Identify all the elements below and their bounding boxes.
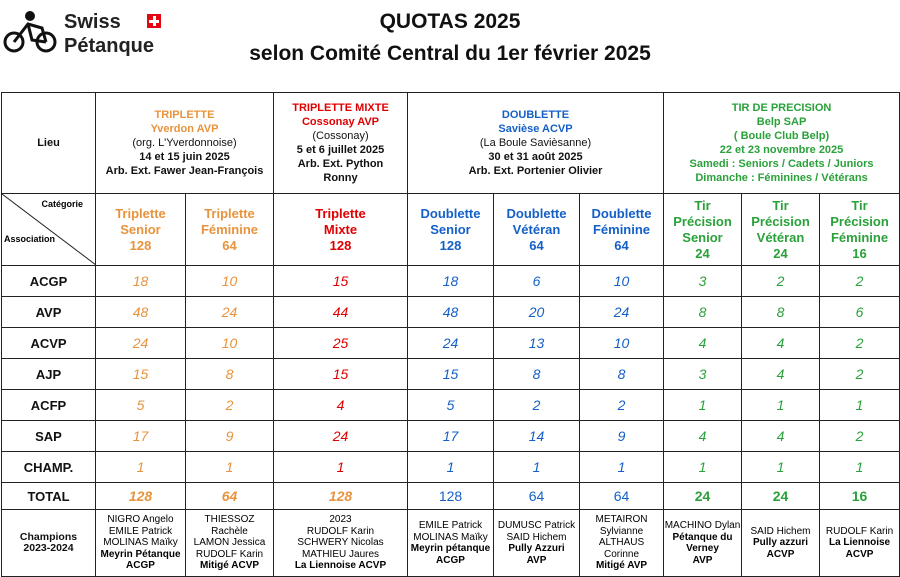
triplette-title: TRIPLETTE [154,109,215,121]
tir-dimanche: Dimanche : Féminines / Vétérans [695,172,868,184]
table-row [2,421,900,452]
doublette-arbitre: Arb. Ext. Portenier Olivier [468,165,603,177]
quota-cell: 5 [96,390,186,421]
quota-cell: 24 [274,421,408,452]
association-name: ACVP [2,328,96,359]
header-row [2,93,900,194]
table-row [2,390,900,421]
quota-cell: 1 [494,452,580,483]
quota-cell: 1 [664,390,742,421]
table-row [2,297,900,328]
quota-cell: 2 [742,266,820,297]
quota-cell: 8 [580,359,664,390]
quota-cell: 18 [96,266,186,297]
total-value: 128 [274,483,408,510]
logo-line-2: Pétanque [64,35,155,57]
cat-triplette-mixte: Triplette Mixte 128 [274,194,408,266]
quota-cell: 15 [408,359,494,390]
total-value: 128 [96,483,186,510]
quota-cell: 6 [494,266,580,297]
page-title: QUOTAS 2025 [379,10,521,33]
quota-cell: 15 [96,359,186,390]
total-value: 128 [408,483,494,510]
mixte-arbitre-1: Arb. Ext. Python [297,158,384,170]
quota-cell: 6 [820,297,900,328]
table-row [2,266,900,297]
quota-cell: 13 [494,328,580,359]
doublette-place: Savièse ACVP [498,123,573,135]
cat-tir-senior: Tir Précision Senior 24 [664,194,742,266]
doublette-title: DOUBLETTE [501,109,570,121]
quota-table [1,92,900,577]
total-value: 24 [742,483,820,510]
quota-cell: 8 [664,297,742,328]
cat-tir-veteran: Tir Précision Vétéran 24 [742,194,820,266]
quota-cell: 8 [494,359,580,390]
cat-doublette-veteran: Doublette Vétéran 64 [494,194,580,266]
quota-cell: 2 [494,390,580,421]
quota-cell: 8 [742,297,820,328]
page-subtitle: selon Comité Central du 1er février 2025 [249,42,651,65]
quota-cell: 24 [580,297,664,328]
quota-cell: 2 [820,421,900,452]
quota-cell: 2 [186,390,274,421]
mixte-header [274,93,408,194]
category-row [2,194,900,266]
triplette-date: 14 et 15 juin 2025 [139,151,230,163]
quota-cell: 5 [408,390,494,421]
corner-categorie: Catégorie [41,199,83,209]
association-name: ACGP [2,266,96,297]
tir-date: 22 et 23 novembre 2025 [719,144,844,156]
corner-cell [2,194,96,266]
quota-cell: 10 [186,266,274,297]
quota-cell: 3 [664,359,742,390]
corner-association: Association [4,234,56,244]
cat-doublette-senior: Doublette Senior 128 [408,194,494,266]
quota-cell: 15 [274,266,408,297]
quota-cell: 9 [186,421,274,452]
association-name: CHAMP. [2,452,96,483]
tir-samedi: Samedi : Seniors / Cadets / Juniors [689,158,874,170]
quota-cell: 4 [274,390,408,421]
quota-cell: 48 [96,297,186,328]
total-row [2,483,900,510]
swiss-petanque-logo [2,8,170,60]
quota-cell: 1 [96,452,186,483]
quota-cell: 18 [408,266,494,297]
logo-wordmark [64,10,154,58]
quota-cell: 1 [580,452,664,483]
table-row [2,328,900,359]
mixte-arbitre-2: Ronny [323,172,358,184]
quota-cell: 1 [820,452,900,483]
quota-cell: 44 [274,297,408,328]
quota-cell: 24 [96,328,186,359]
total-value: 24 [664,483,742,510]
cat-triplette-senior: Triplette Senior 128 [96,194,186,266]
quota-cell: 2 [820,328,900,359]
champions-cell: SAID Hichem Pully azzuri ACVP [742,510,820,577]
quota-cell: 1 [820,390,900,421]
swiss-cross-icon [147,14,161,28]
quota-cell: 17 [408,421,494,452]
quota-cell: 2 [580,390,664,421]
triplette-header [96,93,274,194]
champions-row [2,510,900,577]
quota-cell: 2 [820,266,900,297]
quota-cell: 1 [408,452,494,483]
quota-cell: 2 [820,359,900,390]
doublette-date: 30 et 31 août 2025 [488,151,583,163]
triplette-org: (org. L'Yverdonnoise) [132,137,237,149]
total-label: TOTAL [2,483,96,510]
total-value: 16 [820,483,900,510]
quota-cell: 20 [494,297,580,328]
mixte-org: (Cossonay) [312,130,369,142]
mixte-title: TRIPLETTE MIXTE [292,102,389,114]
champions-cell: EMILE Patrick MOLINAS Maïky Meyrin pétanque ACGP [408,510,494,577]
champions-cell: THIESSOZ Rachèle LAMON Jessica RUDOLF Karin Mitigé ACVP [186,510,274,577]
table-row [2,452,900,483]
association-name: AJP [2,359,96,390]
association-name: ACFP [2,390,96,421]
quota-cell: 14 [494,421,580,452]
association-name: SAP [2,421,96,452]
tir-place: Belp SAP [756,116,807,128]
quota-cell: 1 [186,452,274,483]
association-name: AVP [2,297,96,328]
triplette-arbitre: Arb. Ext. Fawer Jean-François [105,165,264,177]
quota-cell: 4 [664,328,742,359]
quota-cell: 10 [580,328,664,359]
quota-cell: 1 [742,452,820,483]
doublette-org: (La Boule Savièsanne) [479,137,592,149]
tir-header [664,93,900,194]
quota-cell: 15 [274,359,408,390]
champions-label: Champions 2023-2024 [2,510,96,577]
doublette-header [408,93,664,194]
quota-cell: 24 [408,328,494,359]
quota-cell: 4 [664,421,742,452]
table-row [2,359,900,390]
quota-cell: 3 [664,266,742,297]
quota-cell: 10 [186,328,274,359]
quota-cell: 24 [186,297,274,328]
mixte-place: Cossonay AVP [301,116,380,128]
quota-cell: 4 [742,328,820,359]
champions-cell: DUMUSC Patrick SAID Hichem Pully Azzuri AVP [494,510,580,577]
champions-cell: 2023 RUDOLF Karin SCHWERY Nicolas MATHIEU Jaures La Liennoise ACVP [274,510,408,577]
lieu-label: Lieu [2,93,96,194]
quota-cell: 1 [664,452,742,483]
tir-org: ( Boule Club Belp) [733,130,830,142]
total-value: 64 [494,483,580,510]
cat-doublette-feminine: Doublette Féminine 64 [580,194,664,266]
quota-cell: 4 [742,359,820,390]
total-value: 64 [186,483,274,510]
quota-cell: 1 [274,452,408,483]
quota-cell: 4 [742,421,820,452]
quota-cell: 1 [742,390,820,421]
petanque-player-icon [2,8,60,58]
champions-cell: METAIRON Sylvianne ALTHAUS Corinne Mitigé AVP [580,510,664,577]
quota-cell: 8 [186,359,274,390]
total-value: 64 [580,483,664,510]
quota-cell: 25 [274,328,408,359]
quota-cell: 10 [580,266,664,297]
champions-cell: NIGRO Angelo EMILE Patrick MOLINAS Maïky Meyrin Pétanque ACGP [96,510,186,577]
quota-cell: 9 [580,421,664,452]
cat-triplette-feminine: Triplette Féminine 64 [186,194,274,266]
tir-title: TIR DE PRECISION [731,102,832,114]
champions-cell: MACHINO Dylan Pétanque du Verney AVP [664,510,742,577]
cat-tir-feminine: Tir Précision Féminine 16 [820,194,900,266]
triplette-place: Yverdon AVP [150,123,219,135]
champions-cell: RUDOLF Karin La Liennoise ACVP [820,510,900,577]
quota-cell: 17 [96,421,186,452]
logo-line-1: Swiss [64,11,121,33]
quota-cell: 48 [408,297,494,328]
mixte-date: 5 et 6 juillet 2025 [296,144,385,156]
